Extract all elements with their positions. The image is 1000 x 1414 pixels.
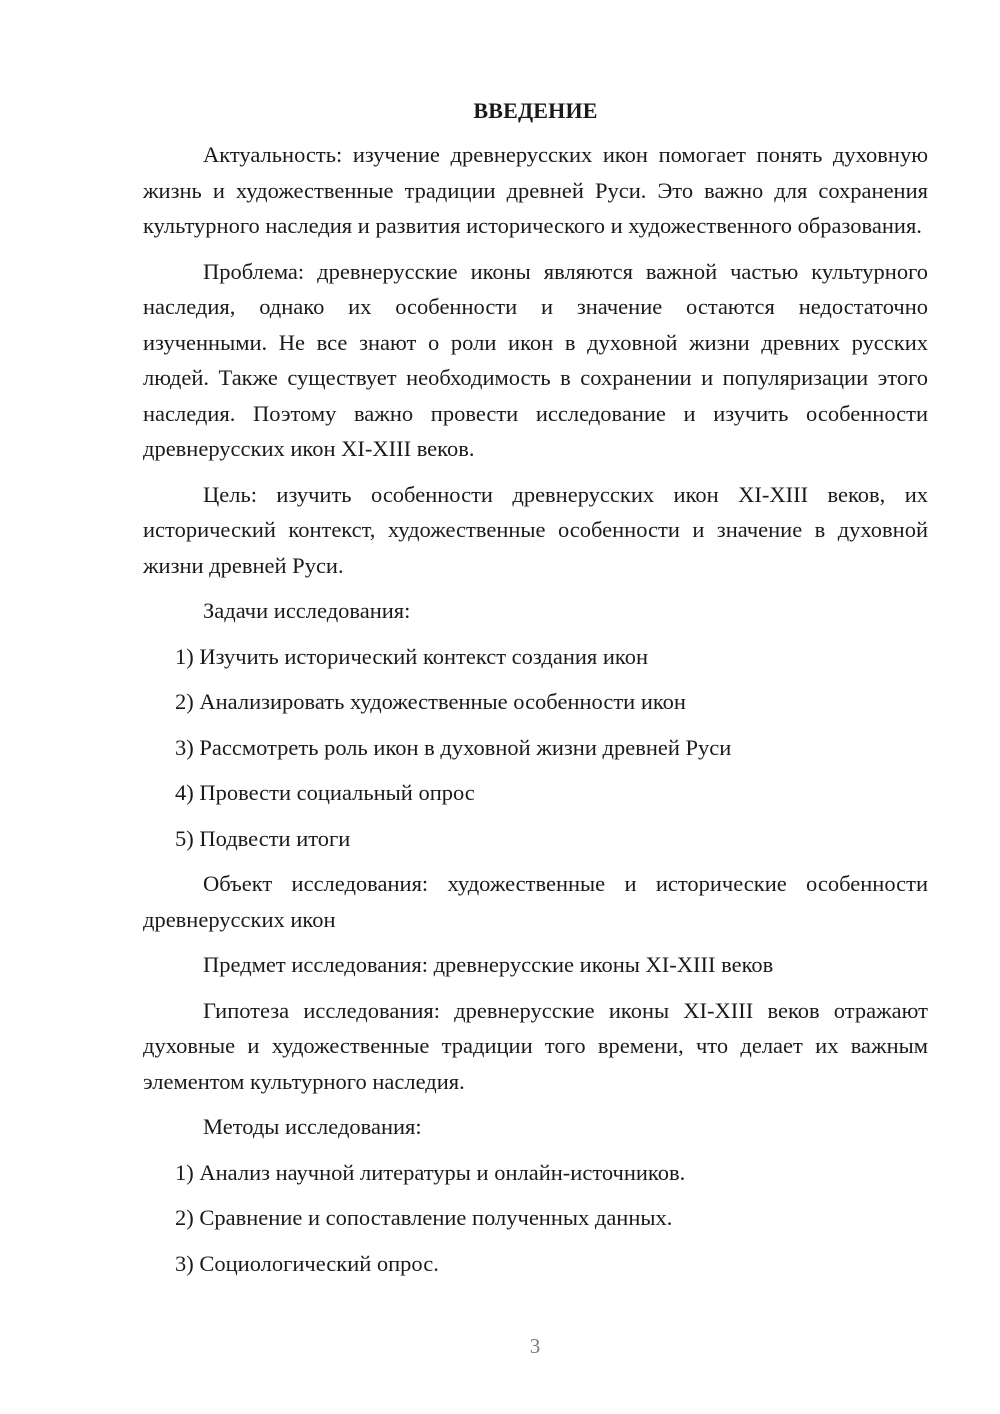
task-item-2: 2) Анализировать художественные особенности икон (175, 689, 686, 714)
tasks-heading: Задачи исследования: (203, 598, 411, 623)
section-title: ВВЕДЕНИЕ (473, 98, 598, 123)
task-item-4: 4) Провести социальный опрос (175, 780, 475, 805)
tasks-list (143, 639, 928, 857)
page-number: 3 (529, 1334, 541, 1358)
methods-list (143, 1155, 928, 1282)
task-item-5: 5) Подвести итоги (175, 825, 351, 851)
hypothesis-paragraph: Гипотеза исследования: древнерусские иконы XI-XIII веков отражают духовные и художественные традиции того времени, что делает их важным элементом культурного наследия. (143, 997, 928, 1094)
problem-paragraph: Проблема: древнерусские иконы являются важной частью культурного наследия, однако их особенности и значение остаются недостаточно изученными. Не все знают о роли икон в духовной жизни древних русских людей. Также существует необходимость в сохранении и популяризации этого наследия. Поэтому важно провести исследование и изучить особенности древнерусских икон XI-XIII веков. (143, 258, 928, 461)
methods-heading: Методы исследования: (203, 1114, 422, 1139)
method-item-2: 2) Сравнение и сопоставление полученных данных. (175, 1205, 673, 1230)
task-item-1: 1) Изучить исторический контекст создания икон (175, 643, 648, 669)
task-item-3: 3) Рассмотреть роль икон в духовной жизни древней Руси (175, 734, 732, 760)
relevance-paragraph: Актуальность: изучение древнерусских икон помогает понять духовную жизнь и художественные традиции древней Руси. Это важно для сохранения культурного наследия и развития исторического и художественного образования. (143, 142, 928, 238)
method-item-1: 1) Анализ научной литературы и онлайн-источников. (175, 1159, 686, 1185)
subject-paragraph: Предмет исследования: древнерусские иконы XI-XIII веков (203, 952, 774, 977)
method-item-3: 3) Социологический опрос. (175, 1250, 439, 1276)
page-content (143, 96, 928, 1291)
object-paragraph: Объект исследования: художественные и исторические особенности древнерусских икон (143, 871, 928, 932)
goal-paragraph: Цель: изучить особенности древнерусских икон XI-XIII веков, их исторический контекст, художественные особенности и значение в духовной жизни древней Руси. (143, 481, 928, 578)
